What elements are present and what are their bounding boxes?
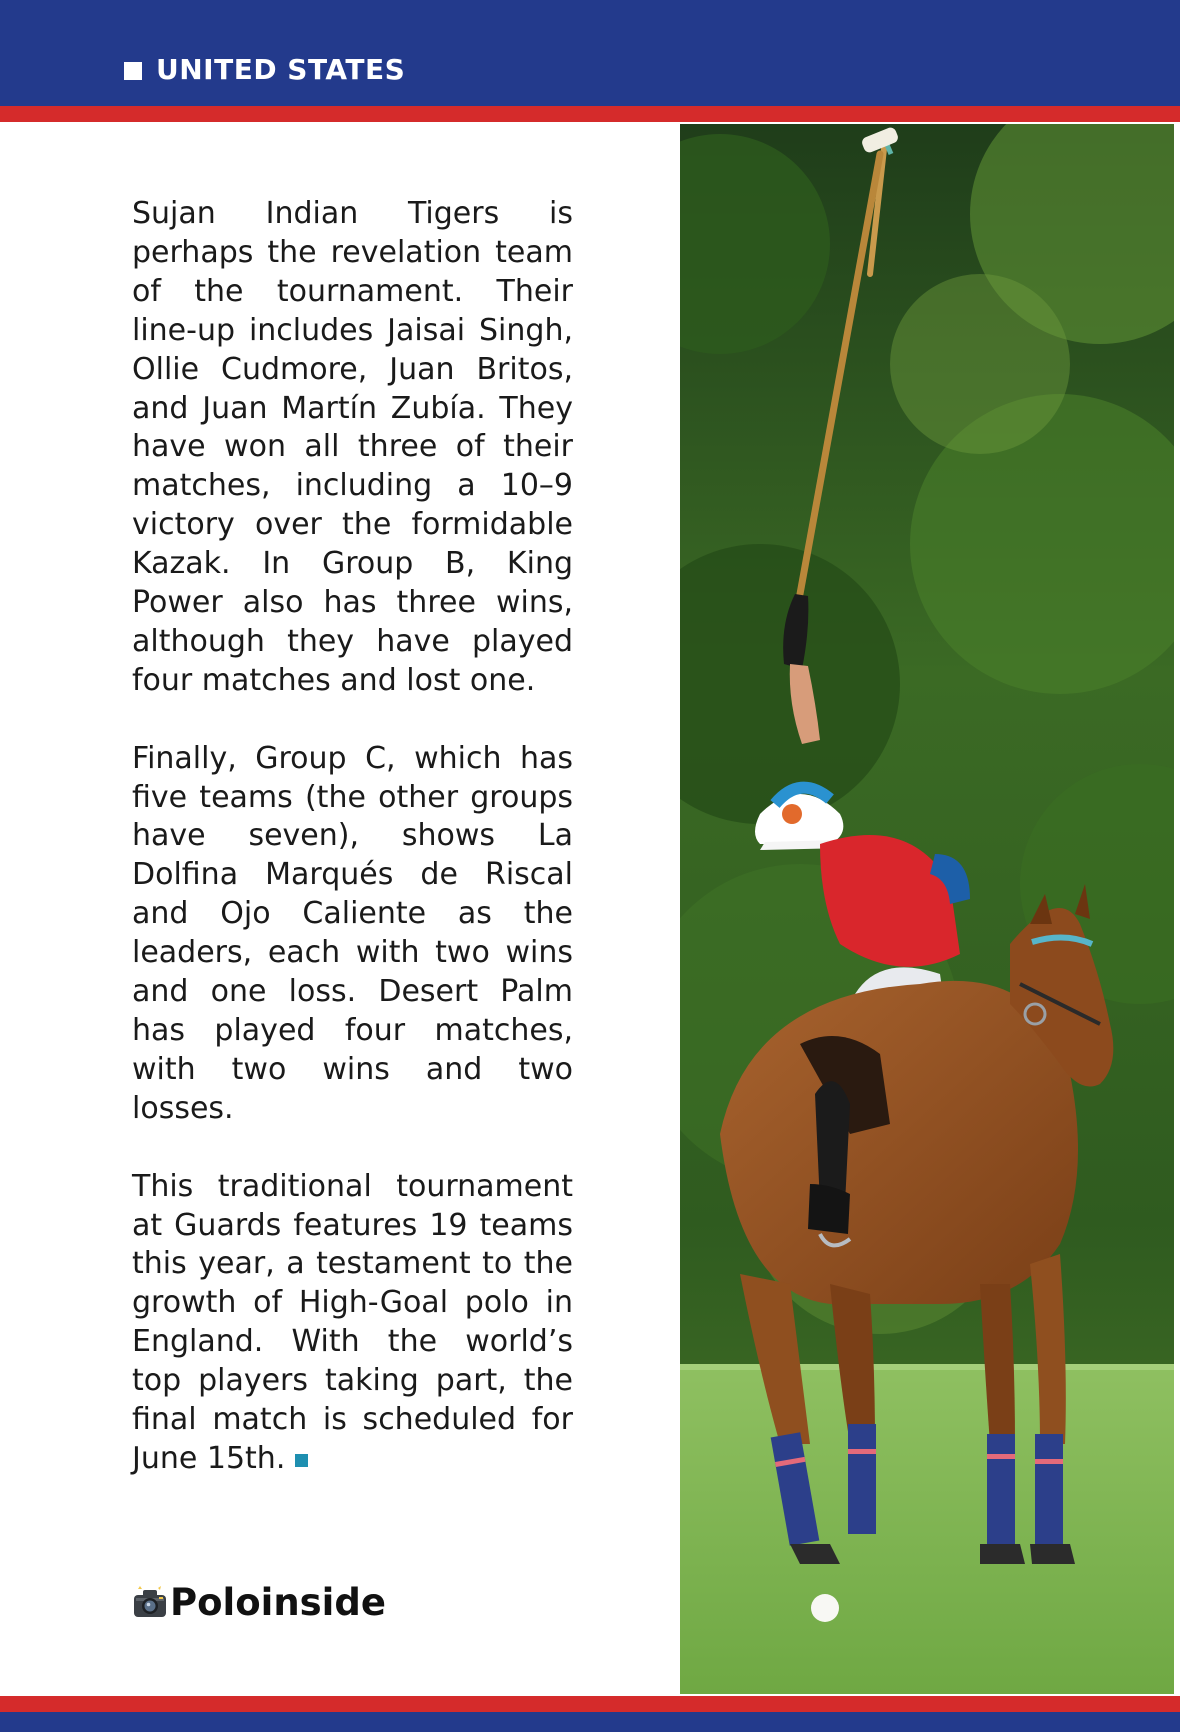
paragraph-2-text: Finally, Group C, which has five teams (the other groups have seven), shows La Dolfina Marqués de Riscal and Ojo Caliente as the leaders, each with two wins and one loss. Desert Palm has played four matches, with two wins and two losses. xyxy=(132,740,573,1126)
section-label: UNITED STATES xyxy=(156,53,406,86)
article-paragraph-3 xyxy=(132,1168,573,1479)
section-marker-square xyxy=(124,62,142,80)
camera-icon xyxy=(132,1585,168,1621)
footer-bar xyxy=(0,1712,1180,1732)
photo-credit xyxy=(132,1581,386,1625)
paragraph-1-text: Sujan Indian Tigers is perhaps the revelation team of the tournament. Their line-up includes Jaisai Singh, Ollie Cudmore, Juan Britos, and Juan Martín Zubía. They have won all three of their matches, including a 10–9 victory over the formidable Kazak. In Group B, King Power also has three wins, although they have played four matches and lost one. xyxy=(132,196,573,698)
article-body xyxy=(132,195,573,1518)
article-paragraph-1 xyxy=(132,195,573,701)
end-of-article-mark xyxy=(295,1454,308,1467)
photo-credit-text: Poloinside xyxy=(170,1581,386,1624)
footer-red-stripe xyxy=(0,1696,1180,1712)
paragraph-3-text: This traditional tournament at Guards features 19 teams this year, a testament to the growth of High-Goal polo in England. With the world’s top players taking part, the final match is scheduled for June 15th. xyxy=(132,1168,573,1476)
polo-player-photo xyxy=(680,124,1174,1694)
article-paragraph-2 xyxy=(132,740,573,1129)
header-red-stripe xyxy=(0,106,1180,122)
